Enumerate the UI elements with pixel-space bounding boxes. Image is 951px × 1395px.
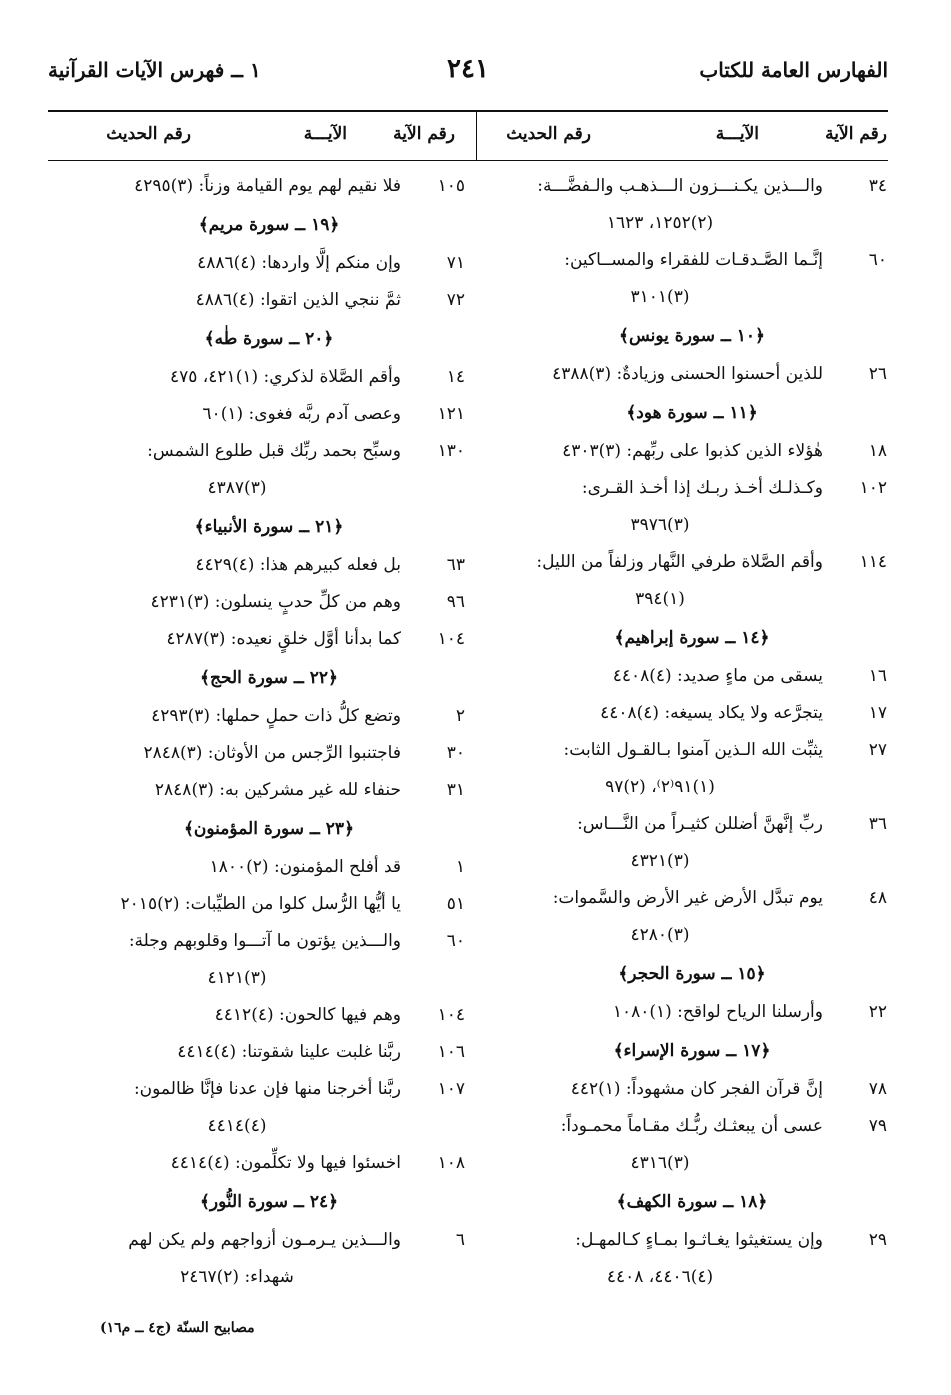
verse-entry <box>73 1145 465 1182</box>
verse-entry <box>73 772 465 809</box>
hadith-reference: (٣)٤١٢١ <box>207 968 267 988</box>
verse-entry <box>497 658 887 695</box>
verse-number: ١٠٨ <box>437 1153 465 1173</box>
verse-number: ٧٨ <box>868 1079 887 1099</box>
verse-entry <box>73 584 465 621</box>
verse-text: كما بدأنا أوَّل خلقٍ نعيده: (٣)٤٢٨٧ <box>166 629 401 649</box>
verse-text: فلا نقيم لهم يوم القيامة وزناً: (٣)٤٢٩٥ <box>134 176 401 196</box>
verse-entry <box>73 1034 465 1071</box>
verse-number: ٧١ <box>446 253 465 273</box>
hadith-reference: (١)٣٩٤ <box>635 589 685 609</box>
verse-entry <box>497 695 887 732</box>
verse-number: ٢٦ <box>868 364 887 384</box>
verse-entry <box>497 544 887 618</box>
verse-text: وهم فيها كالحون: (٤)٤٤١٢ <box>214 1005 401 1025</box>
verse-text: وأرسلنا الرياح لواقح: (١)١٠٨٠ <box>612 1002 823 1022</box>
hadith-reference: (٣)٣٩٧٦ <box>630 515 690 535</box>
verse-text: اخسئوا فيها ولا تكلِّمون: (٤)٤٤١٤ <box>170 1153 401 1173</box>
verse-text: يا أيُّها الرُّسل كلوا من الطيِّبات: (٢)٢٠١٥ <box>120 894 401 914</box>
verse-text: وإن يستغيثوا يغـاثـوا بمـاءٍ كـالمهـل: <box>575 1230 823 1250</box>
hadith-reference: (٣)٣١٠١ <box>630 287 690 307</box>
page-footer: مصابيح السنّة (ج٤ ــ م١٦) <box>100 1320 255 1336</box>
verse-number: ١٦ <box>868 666 887 686</box>
verse-number: ٦٠ <box>868 250 887 270</box>
verse-text: هٰؤلاء الذين كذبوا على ربِّهم: (٣)٤٣٠٣ <box>562 441 823 461</box>
hadith-reference: (٣)٤٣٢١ <box>630 851 690 871</box>
hadith-reference: (١)٩١⁽٢⁾، (٢)٩٧ <box>605 777 715 797</box>
hadith-reference: (٣)٤٣٨٧ <box>207 478 267 498</box>
page-header <box>48 54 888 98</box>
verse-text: يتجرَّعه ولا يكاد يسيغه: (٤)٤٤٠٨ <box>600 703 823 723</box>
hadith-reference: شهداء: (٢)٢٤٦٧ <box>180 1267 294 1287</box>
verse-text: إنَّ قرآن الفجر كان مشهوداً: (١)٤٤٢ <box>570 1079 823 1099</box>
verse-number: ١٠٢ <box>859 478 887 498</box>
verse-text: إنَّـما الصَّـدقـات للفقراء والمســاكين: <box>564 250 823 270</box>
verse-text: يسقى من ماءٍ صديد: (٤)٤٤٠٨ <box>612 666 823 686</box>
verse-text: يوم تبدَّل الأرض غير الأرض والسَّموات: <box>552 888 823 908</box>
verse-number: ٤٨ <box>868 888 887 908</box>
verse-text: بل فعله كبيرهم هذا: (٤)٤٤٢٩ <box>195 555 401 575</box>
sura-heading: ﴿١٥ ــ سورة الحجر﴾ <box>618 964 766 984</box>
verse-entry <box>497 1071 887 1108</box>
verse-entry <box>73 886 465 923</box>
verse-number: ١٤ <box>446 367 465 387</box>
verse-entry <box>73 168 465 205</box>
verse-number: ١٠٥ <box>437 176 465 196</box>
verse-number: ١٧ <box>868 703 887 723</box>
verse-number: ١٨ <box>868 441 887 461</box>
hadith-reference: (٤)٤٤١٤ <box>207 1116 267 1136</box>
verse-entry <box>73 923 465 997</box>
column-header-rule <box>48 160 888 161</box>
verse-entry <box>73 849 465 886</box>
verse-entry <box>497 470 887 544</box>
verse-entry <box>497 168 887 242</box>
sura-heading: ﴿١١ ــ سورة هود﴾ <box>626 403 758 423</box>
verse-number: ٣٤ <box>868 176 887 196</box>
verse-number: ١٢١ <box>437 404 465 424</box>
verse-number: ٩٦ <box>446 592 465 612</box>
verse-entry <box>497 806 887 880</box>
verse-text: وسبِّح بحمد ربِّك قبل طلوع الشمس: <box>147 441 401 461</box>
verse-text: ربِّ إنَّهنَّ أضللن كثيـراً من النَّـــاس: <box>577 814 823 834</box>
verse-text: ربَّنا أخرجنا منها فإن عدنا فإنَّا ظالمون: <box>133 1079 401 1099</box>
verse-number: ٣٠ <box>446 743 465 763</box>
header-rule <box>48 110 888 112</box>
verse-number: ١٠٦ <box>437 1042 465 1062</box>
page-number: ٢٤١ <box>447 54 489 84</box>
verse-text: وإن منكم إلَّا واردها: (٤)٤٨٨٦ <box>197 253 401 273</box>
sura-heading: ﴿٢٠ ــ سورة طٰه﴾ <box>204 329 334 349</box>
verse-number: ١٠٤ <box>437 629 465 649</box>
verse-text: والـــذين يـرمـون أزواجهم ولم يكن لهم <box>128 1230 401 1250</box>
verse-entry <box>73 1222 465 1296</box>
verse-entry <box>73 245 465 282</box>
verse-number: ٥١ <box>446 894 465 914</box>
hadith-reference: (٤)٤٤٠٦، ٤٤٠٨ <box>606 1267 714 1287</box>
verse-entry <box>497 433 887 470</box>
verse-entry <box>497 732 887 806</box>
right-verse-header: الآيـــة <box>715 124 759 144</box>
right-hadith-number-header: رقم الحديث <box>506 124 591 144</box>
left-column <box>73 168 465 1296</box>
verse-number: ٢ <box>455 706 465 726</box>
verse-entry <box>497 242 887 316</box>
verse-number: ٦٣ <box>446 555 465 575</box>
verse-entry <box>497 880 887 954</box>
verse-text: فاجتنبوا الرِّجس من الأوثان: (٣)٢٨٤٨ <box>143 743 401 763</box>
verse-number: ٧٩ <box>868 1116 887 1136</box>
sura-heading: ﴿١٩ ــ سورة مريم﴾ <box>198 215 340 235</box>
verse-entry <box>497 1108 887 1182</box>
verse-number: ٢٢ <box>868 1002 887 1022</box>
sura-heading: ﴿٢١ ــ سورة الأنبياء﴾ <box>194 517 344 537</box>
verse-entry <box>497 356 887 393</box>
book-indexes-title: الفهارس العامة للكتاب <box>699 58 888 82</box>
verse-number: ٢٧ <box>868 740 887 760</box>
verse-number: ٢٩ <box>868 1230 887 1250</box>
hadith-reference: (٣)٤٣١٦ <box>630 1153 690 1173</box>
verse-entry <box>73 621 465 658</box>
verse-text: وعصى آدم ربَّه فغوى: (١)٦٠ <box>202 404 401 424</box>
verse-entry <box>73 359 465 396</box>
verse-number: ٦ <box>455 1230 465 1250</box>
verse-entry <box>73 698 465 735</box>
verse-number: ٣٦ <box>868 814 887 834</box>
verse-entry <box>73 1071 465 1145</box>
verse-entry <box>73 997 465 1034</box>
verse-entry <box>73 396 465 433</box>
sura-heading: ﴿٢٤ ــ سورة النُّور﴾ <box>199 1192 339 1212</box>
verse-entry <box>73 547 465 584</box>
left-verse-number-header: رقم الآية <box>393 124 455 144</box>
verse-entry <box>73 433 465 507</box>
verse-number: ١ <box>455 857 465 877</box>
verse-text: قد أفلح المؤمنون: (٢)١٨٠٠ <box>209 857 401 877</box>
verse-number: ٣١ <box>446 780 465 800</box>
left-verse-header: الآيـــة <box>303 124 347 144</box>
verse-text: والـــذين يؤتون ما آتـــوا وقلوبهم وجلة: <box>128 931 401 951</box>
verse-text: والـــذين يكـنـــزون الـــذهـب والـفضَّـــة: <box>537 176 823 196</box>
sura-heading: ﴿٢٣ ــ سورة المؤمنون﴾ <box>183 819 355 839</box>
verse-number: ٦٠ <box>446 931 465 951</box>
verse-entry <box>497 994 887 1031</box>
verse-text: وتضع كلُّ ذات حملٍ حملها: (٣)٤٢٩٣ <box>151 706 401 726</box>
verse-entry <box>497 1222 887 1296</box>
verse-text: وأقم الصَّلاة لذكري: (١)٤٢١، ٤٧٥ <box>169 367 401 387</box>
verse-text: ثمَّ ننجي الذين اتقوا: (٤)٤٨٨٦ <box>195 290 401 310</box>
sura-heading: ﴿١٠ ــ سورة يونس﴾ <box>619 326 765 346</box>
verse-text: وهم من كلِّ حدبٍ ينسلون: (٣)٤٢٣١ <box>150 592 401 612</box>
column-divider <box>476 110 477 160</box>
verse-text: ربَّنا غلبت علينا شقوتنا: (٤)٤٤١٤ <box>177 1042 401 1062</box>
verse-entry <box>73 735 465 772</box>
sura-heading: ﴿١٤ ــ سورة إبراهيم﴾ <box>614 628 770 648</box>
verse-number: ١٣٠ <box>437 441 465 461</box>
sura-heading: ﴿٢٢ ــ سورة الحج﴾ <box>200 668 338 688</box>
index-section-title: ١ ــ فهرس الآيات القرآنية <box>48 58 261 82</box>
verse-text: وأقم الصَّلاة طرفي النَّهار وزلفاً من الليل: <box>536 552 823 572</box>
verse-number: ١٠٧ <box>437 1079 465 1099</box>
verse-text: يثبِّت الله الـذين آمنوا بـالقـول الثابت: <box>563 740 823 760</box>
verse-number: ٧٢ <box>446 290 465 310</box>
hadith-reference: (٢)١٢٥٢، ١٦٢٣ <box>606 213 714 233</box>
verse-text: حنفاء لله غير مشركين به: (٣)٢٨٤٨ <box>154 780 401 800</box>
verse-text: وكـذلـك أخـذ ربـك إذا أخـذ القـرى: <box>581 478 823 498</box>
left-hadith-number-header: رقم الحديث <box>106 124 191 144</box>
sura-heading: ﴿١٧ ــ سورة الإسراء﴾ <box>613 1041 771 1061</box>
hadith-reference: (٣)٤٢٨٠ <box>630 925 690 945</box>
verse-entry <box>73 282 465 319</box>
verse-number: ١٠٤ <box>437 1005 465 1025</box>
verse-text: عسى أن يبعثـك ربُّـك مقـاماً محمـوداً: <box>560 1116 823 1136</box>
right-column <box>497 168 887 1296</box>
verse-number: ١١٤ <box>859 552 887 572</box>
right-verse-number-header: رقم الآية <box>825 124 887 144</box>
verse-text: للذين أحسنوا الحسنى وزيادةٌ: (٣)٤٣٨٨ <box>552 364 823 384</box>
sura-heading: ﴿١٨ ــ سورة الكهف﴾ <box>616 1192 768 1212</box>
